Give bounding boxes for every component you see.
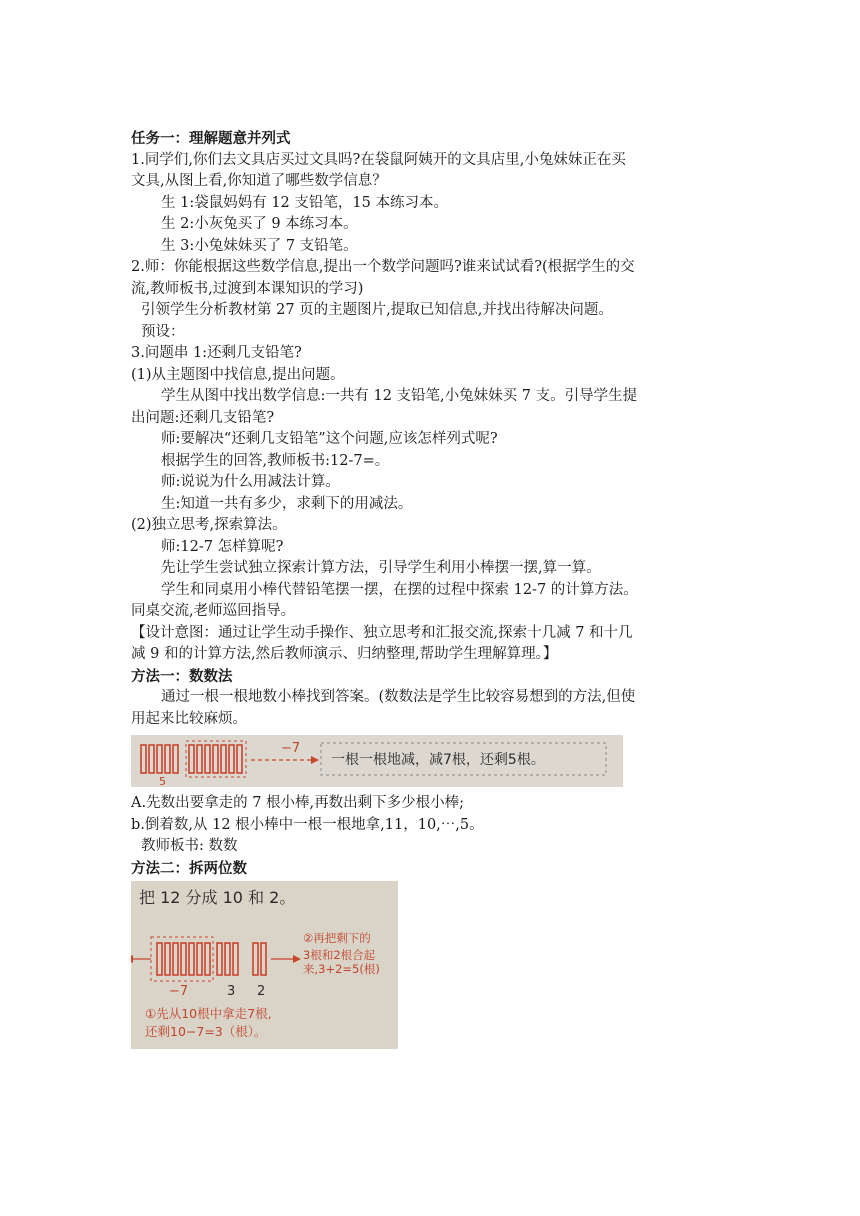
count-label: 5 [159,775,166,787]
design-intent-line1: 【设计意图：通过让学生动手操作、独立思考和汇报交流,探索十几减 7 和十几 [131,624,633,641]
board-note-1: 根据学生的回答,教师板书:12-7=。 [161,452,390,469]
method2-heading: 方法二：拆两位数 [131,859,247,877]
q1-line2: 文具,从图上看,你知道了哪些数学信息？ [131,173,387,189]
preset-label: 预设： [141,323,185,340]
note-combine-line1: ②再把剩下的 [303,931,371,945]
split-header: 把 12 分成 10 和 2。 [139,888,296,907]
label-three: 3 [227,984,236,999]
note-combine-line2: 3根和2根合起 [303,948,376,962]
method1-step-b: b.倒着数,从 12 根小棒中一根一根地拿,11，10,⋯,5。 [131,816,484,833]
step2-title: (2)独立思考,探索算法。 [131,517,287,533]
q1-line1: 1.同学们,你们去文具店买过文具吗?在袋鼠阿姨开的文具店里,小兔妹妹正在买 [131,151,626,168]
desk-line1: 学生和同桌用小棒代替铅笔摆一摆，在摆的过程中探索 12-7 的计算方法。 [161,581,638,598]
step1-para-line1: 学生从图中找出数学信息:一共有 12 支铅笔,小兔妹妹买 7 支。引导学生提 [161,388,638,404]
step1-title: (1)从主题图中找信息,提出问题。 [131,366,345,383]
note-combine-line3: 来,3+2=5(根) [303,962,380,976]
document-body [131,128,736,1049]
q3-title: 3.问题串 1:还剩几支铅笔? [131,345,302,361]
teacher-question-3: 师:12-7 怎样算呢? [161,538,284,555]
step1-para-line2: 出问题:还剩几支铅笔? [131,409,275,426]
teacher-question-2: 师:说说为什么用减法计算。 [161,474,340,490]
method1-line1: 通过一根一根地数小棒找到答案。(数数法是学生比较容易想到的方法,但使 [161,689,636,705]
label-minus7: −7 [169,984,189,999]
teacher-question-1: 师:要解决“还剩几支铅笔”这个问题,应该怎样列式呢? [161,431,498,447]
label-two: 2 [257,984,266,999]
design-intent-line2: 减 9 和的计算方法,然后教师演示、归纳整理,帮助学生理解算理。】 [131,646,558,662]
explore-text: 先让学生尝试独立探索计算方法，引导学生利用小棒摆一摆,算一算。 [161,560,601,576]
student-answer-2: 生 2:小灰兔买了 9 本练习本。 [161,216,358,232]
student-answer-4: 生:知道一共有多少，求剩下的用减法。 [161,495,413,512]
method1-step-a: A.先数出要拿走的 7 根小棒,再数出剩下多少根小棒; [131,795,465,811]
method1-heading: 方法一：数数法 [131,667,233,685]
q2-line2: 流,教师板书,过渡到本课知识的学习) [131,280,364,297]
note-subtract-line1: ①先从10根中拿走7根, [145,1006,272,1021]
method1-line2: 用起来比较麻烦。 [131,710,247,727]
desk-line2: 同桌交流,老师巡回指导。 [131,603,296,619]
method1-board: 教师板书: 数数 [141,838,238,854]
minus7-label: −7 [281,741,301,756]
student-answer-3: 生 3:小兔妹妹买了 7 支铅笔。 [161,237,358,254]
split-number-photo [131,881,398,1049]
student-answer-1: 生 1:袋鼠妈妈有 12 支铅笔，15 本练习本。 [161,194,448,211]
task1-heading: 任务一：理解题意并列式 [131,130,291,147]
guide-text: 引领学生分析教材第 27 页的主题图片,提取已知信息,并找出待解决问题。 [141,302,613,318]
note-subtract-line2: 还剩10−7=3（根）。 [145,1024,267,1039]
counting-bubble: 一根一根地减，减7根，还剩5根。 [331,752,545,768]
counting-sticks-photo [131,735,623,787]
q2-line1: 2.师：你能根据这些数学信息,提出一个数学问题吗?谁来试试看?(根据学生的交 [131,259,635,275]
